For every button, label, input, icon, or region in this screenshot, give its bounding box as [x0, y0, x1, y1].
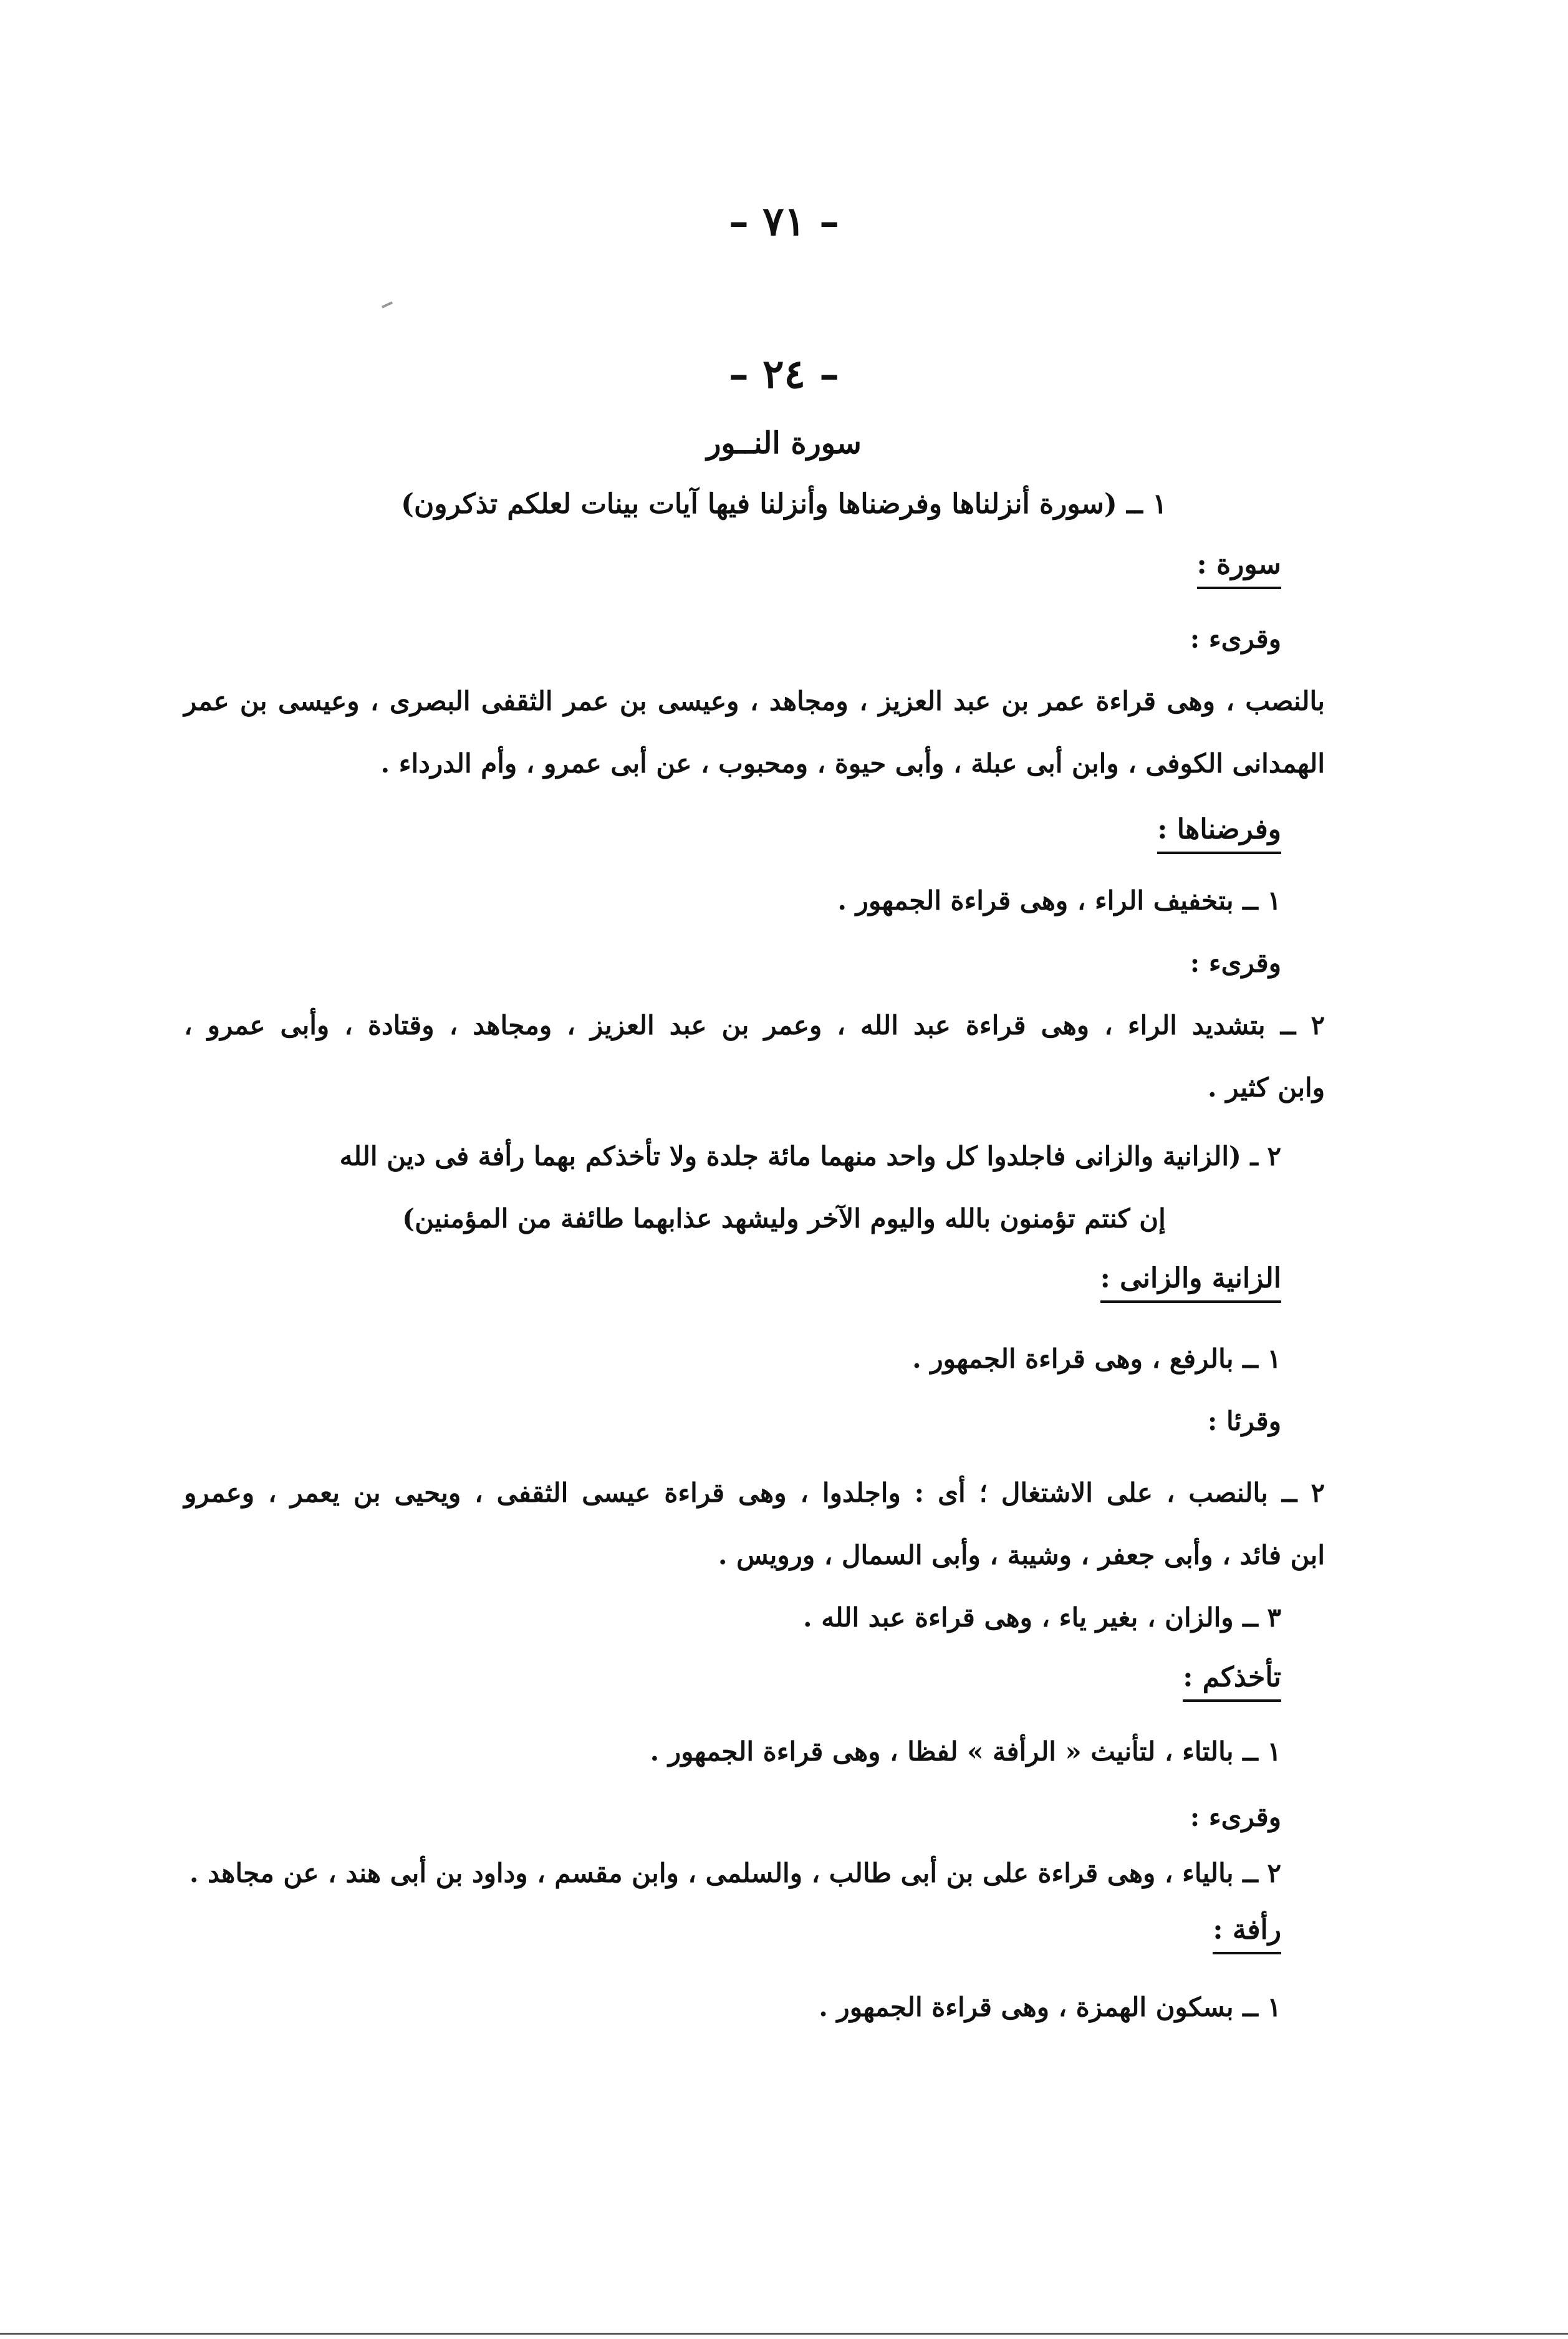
surah-reading-line-2: الهمدانى الكوفى ، وابن أبى عبلة ، وأبى حيوة ، ومحبوب ، عن أبى عمرو ، وأم الدرداء . — [380, 748, 1325, 779]
verse-2-line-1: ٢ ـ (الزانية والزانى فاجلدوا كل واحد منهما مائة جلدة ولا تأخذكم بهما رأفة فى دين الله — [339, 1141, 1281, 1171]
faradnaha-reading-2-line-2: وابن كثير . — [1208, 1072, 1325, 1103]
heading-takhudhkum: تأخذكم : — [1183, 1661, 1281, 1702]
zaniya-reading-3: ٣ ــ والزان ، بغير ياء ، وهى قراءة عبد الله . — [803, 1602, 1281, 1633]
label-wa-quri-2: وقرىء : — [1190, 948, 1281, 978]
takhudhkum-reading-1: ١ ــ بالتاء ، لتأنيث « الرأفة » لفظا ، وهى قراءة الجمهور . — [650, 1736, 1281, 1767]
scan-speck — [382, 301, 393, 308]
surah-title: سورة النــور — [706, 426, 862, 461]
faradnaha-reading-1: ١ ــ بتخفيف الراء ، وهى قراءة الجمهور . — [837, 885, 1281, 916]
zaniya-reading-2-line-2: ابن فائد ، وأبى جعفر ، وشيبة ، وأبى السمال ، ورويس . — [718, 1540, 1325, 1570]
verse-1: ١ ــ (سورة أنزلناها وفرضناها وأنزلنا فيها آيات بينات لعلكم تذكرون) — [401, 488, 1167, 520]
page-number: – ٧١ – — [728, 198, 840, 245]
verse-2-line-2: إن كنتم تؤمنون بالله واليوم الآخر وليشهد عذابهما طائفة من المؤمنين) — [402, 1203, 1166, 1234]
faradnaha-reading-2-line-1: ٢ ــ بتشديد الراء ، وهى قراءة عبد الله ، وعمر بن عبد العزيز ، ومجاهد ، وقتادة ، وأبى عمرو ، — [184, 1010, 1325, 1040]
takhudhkum-reading-2: ٢ ــ بالياء ، وهى قراءة على بن أبى طالب ، والسلمى ، وابن مقسم ، وداود بن أبى هند ، عن مجاهد . — [189, 1858, 1281, 1888]
heading-faradnaha: وفرضناها : — [1157, 814, 1281, 854]
zaniya-reading-2-line-1: ٢ ــ بالنصب ، على الاشتغال ؛ أى : واجلدوا ، وهى قراءة عيسى الثقفى ، ويحيى بن يعمر ، وعمرو — [184, 1477, 1325, 1508]
rafa-reading-1: ١ ــ بسكون الهمزة ، وهى قراءة الجمهور . — [819, 1992, 1281, 2022]
label-wa-quri-1: وقرىء : — [1190, 623, 1281, 654]
label-wa-quri-3: وقرىء : — [1190, 1802, 1281, 1832]
surah-reading-line-1: بالنصب ، وهى قراءة عمر بن عبد العزيز ، ومجاهد ، وعيسى بن عمر الثقفى البصرى ، وعيسى بن عمر — [184, 686, 1325, 716]
label-wa-quria: وقرئا : — [1207, 1406, 1281, 1436]
heading-zaniya: الزانية والزانى : — [1100, 1262, 1281, 1303]
zaniya-reading-1: ١ ــ بالرفع ، وهى قراءة الجمهور . — [912, 1343, 1281, 1374]
heading-rafa: رأفة : — [1213, 1914, 1281, 1954]
bottom-border — [0, 2333, 1568, 2335]
section-number: – ٢٤ – — [728, 351, 840, 398]
heading-surah: سورة : — [1197, 549, 1281, 589]
